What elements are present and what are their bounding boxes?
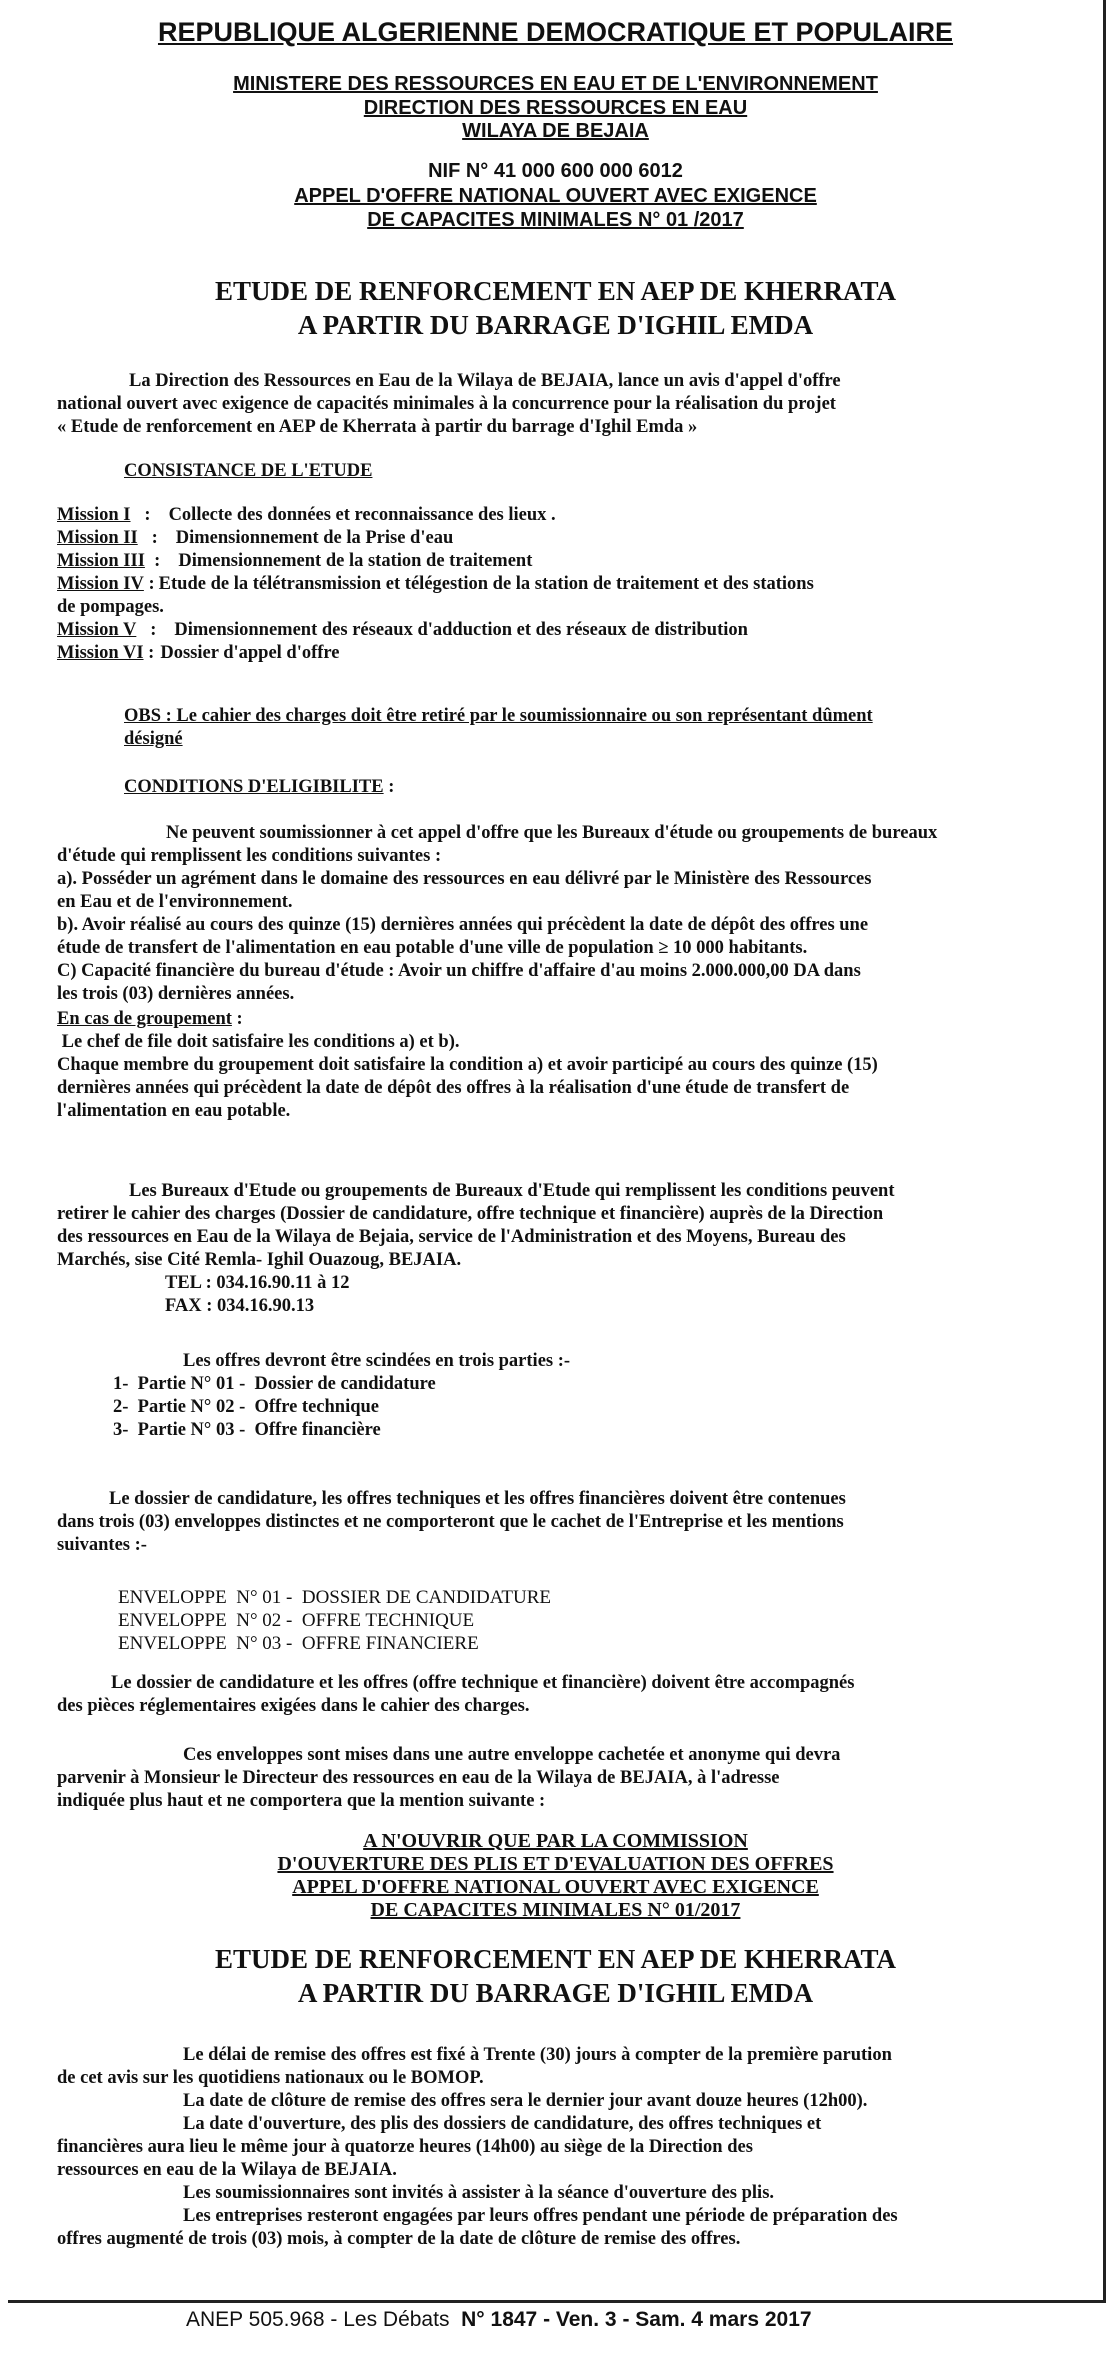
enveloppe-item: ENVELOPPE N° 01 - DOSSIER DE CANDIDATURE xyxy=(118,1587,551,1608)
mission-text: Dimensionnement des réseaux d'adduction et des réseaux de distribution xyxy=(174,620,748,640)
eligibilite-heading: CONDITIONS D'ELIGIBILITE xyxy=(124,777,384,797)
mission-label: Mission III xyxy=(57,551,145,571)
condition-line: Ne peuvent soumissionner à cet appel d'offre que les Bureaux d'étude ou groupements de bureaux xyxy=(166,823,938,843)
missions-list xyxy=(57,504,1067,665)
nif-number: NIF N° 41 000 600 000 6012 xyxy=(428,160,683,182)
intro-line: La Direction des Ressources en Eau de la Wilaya de BEJAIA, lance un avis d'appel d'offre xyxy=(129,371,841,391)
footer-issue: N° 1847 - Ven. 3 - Sam. 4 mars 2017 xyxy=(461,2308,812,2331)
groupement-line: l'alimentation en eau potable. xyxy=(57,1101,291,1121)
condition-line: a). Posséder un agrément dans le domaine des ressources en eau délivré par le Ministère des Ressources xyxy=(57,869,872,889)
mission-sep: : xyxy=(143,643,155,663)
delai-line: offres augmenté de trois (03) mois, à compter de la date de clôture de remise des offres. xyxy=(57,2229,741,2249)
pieces-line: des pièces réglementaires exigées dans le cahier des charges. xyxy=(57,1696,530,1716)
project-title2-line1: ETUDE DE RENFORCEMENT EN AEP DE KHERRATA xyxy=(214,1944,897,1974)
mission-label: Mission I xyxy=(57,505,131,525)
consistance-heading: CONSISTANCE DE L'ETUDE xyxy=(124,461,373,481)
obs-line: OBS : Le cahier des charges doit être retiré par le soumissionnaire ou son représentant dûment xyxy=(124,706,873,726)
direction-heading: DIRECTION DES RESSOURCES EN EAU xyxy=(363,97,748,119)
footer-credit xyxy=(186,2308,812,2332)
pieces-line: Le dossier de candidature et les offres (offre technique et financière) doivent être accompagnés xyxy=(111,1673,855,1693)
footer-source: ANEP 505.968 - Les Débats xyxy=(186,2308,462,2331)
mission-label: Mission II xyxy=(57,528,138,548)
pieces-paragraph xyxy=(57,1672,1067,1718)
mission-sep: : xyxy=(137,528,158,548)
fax-number: FAX : 034.16.90.13 xyxy=(165,1296,315,1316)
mission-sep: : xyxy=(130,505,151,525)
mission-item xyxy=(57,550,1067,573)
groupement-line: Chaque membre du groupement doit satisfaire la condition a) et avoir participé au cours des quinze (15) xyxy=(57,1055,878,1075)
project-title-line1: ETUDE DE RENFORCEMENT EN AEP DE KHERRATA xyxy=(214,276,897,306)
mention-line: A N'OUVRIR QUE PAR LA COMMISSION xyxy=(363,1830,748,1852)
mission-text: Dossier d'appel d'offre xyxy=(160,643,340,663)
mention-block xyxy=(0,1830,1111,1922)
partie-item: 1- Partie N° 01 - Dossier de candidature xyxy=(113,1374,436,1394)
mission-text: de pompages. xyxy=(57,597,164,617)
mission-label: Mission IV xyxy=(57,574,144,594)
appel-offre-line1: APPEL D'OFFRE NATIONAL OUVERT AVEC EXIGENCE xyxy=(294,185,817,207)
eligibilite-heading-row xyxy=(124,776,394,799)
mission-sep: : xyxy=(144,551,161,571)
enveloppe-item: ENVELOPPE N° 02 - OFFRE TECHNIQUE xyxy=(118,1610,475,1631)
groupement-suffix: : xyxy=(231,1009,243,1029)
dossier-line: Le dossier de candidature, les offres techniques et les offres financières doivent être contenues xyxy=(109,1489,846,1509)
mission-item xyxy=(57,619,1067,642)
delai-line: de cet avis sur les quotidiens nationaux ou le BOMOP. xyxy=(57,2068,484,2088)
delai-line: La date d'ouverture, des plis des dossiers de candidature, des offres techniques et xyxy=(183,2114,822,2134)
mission-text: Dimensionnement de la Prise d'eau xyxy=(175,528,454,548)
mission-item xyxy=(57,504,1067,527)
delai-line: Les entreprises resteront engagées par leurs offres pendant une période de préparation des xyxy=(183,2206,898,2226)
mission-item xyxy=(57,573,1067,596)
mission-text: Dimensionnement de la station de traitement xyxy=(178,551,533,571)
groupement-line: dernières années qui précèdent la date de dépôt des offres à la réalisation d'une étude de transfert de xyxy=(57,1078,850,1098)
mission-sep: : xyxy=(143,574,155,594)
partie-item: 3- Partie N° 03 - Offre financière xyxy=(113,1420,381,1440)
intro-line: « Etude de renforcement en AEP de Kherrata à partir du barrage d'Ighil Emda » xyxy=(57,417,698,437)
mission-item xyxy=(57,642,1067,665)
mention-line: DE CAPACITES MINIMALES N° 01/2017 xyxy=(370,1899,741,1921)
appel-offre-line2: DE CAPACITES MINIMALES N° 01 /2017 xyxy=(367,209,744,231)
partie-item: 2- Partie N° 02 - Offre technique xyxy=(113,1397,379,1417)
ministry-heading: MINISTERE DES RESSOURCES EN EAU ET DE L'ENVIRONNEMENT xyxy=(233,73,878,95)
mise-line: parvenir à Monsieur le Directeur des ressources en eau de la Wilaya de BEJAIA, à l'adresse xyxy=(57,1768,780,1788)
obs-line: désigné xyxy=(124,729,183,749)
retrait-paragraph xyxy=(57,1180,1067,1318)
mission-label: Mission V xyxy=(57,620,137,640)
groupement-heading: En cas de groupement xyxy=(57,1009,232,1029)
mise-line: Ces enveloppes sont mises dans une autre enveloppe cachetée et anonyme qui devra xyxy=(183,1745,841,1765)
delai-line: ressources en eau de la Wilaya de BEJAIA. xyxy=(57,2160,397,2180)
condition-line: les trois (03) dernières années. xyxy=(57,984,295,1004)
intro-line: national ouvert avec exigence de capacités minimales à la concurrence pour la réalisation du projet xyxy=(57,394,836,414)
delai-line: Les soumissionnaires sont invités à assister à la séance d'ouverture des plis. xyxy=(183,2183,775,2203)
mission-text: Collecte des données et reconnaissance des lieux . xyxy=(168,505,556,525)
parties-block xyxy=(57,1350,1067,1442)
delai-line: Le délai de remise des offres est fixé à Trente (30) jours à compter de la première parution xyxy=(183,2045,892,2065)
tel-number: TEL : 034.16.90.11 à 12 xyxy=(165,1273,350,1293)
groupement-line: Le chef de file doit satisfaire les conditions a) et b). xyxy=(57,1032,460,1052)
condition-line: étude de transfert de l'alimentation en eau potable d'une ville de population ≥ 10 000 habitants. xyxy=(57,938,808,958)
eligibilite-conditions xyxy=(57,822,1067,1123)
project-title-line2: A PARTIR DU BARRAGE D'IGHIL EMDA xyxy=(297,310,814,340)
delai-line: La date de clôture de remise des offres sera le dernier jour avant douze heures (12h00). xyxy=(183,2091,868,2111)
obs-note xyxy=(124,705,1067,751)
condition-line: en Eau et de l'environnement. xyxy=(57,892,293,912)
parties-intro: Les offres devront être scindées en trois parties :- xyxy=(183,1351,571,1371)
mention-line: APPEL D'OFFRE NATIONAL OUVERT AVEC EXIGENCE xyxy=(292,1876,819,1898)
mission-sep: : xyxy=(136,620,157,640)
retrait-line: Marchés, sise Cité Remla- Ighil Ouazoug, BEJAIA. xyxy=(57,1250,462,1270)
mise-paragraph xyxy=(57,1744,1067,1813)
condition-line: C) Capacité financière du bureau d'étude : Avoir un chiffre d'affaire d'au moins 2.000.000,00 DA dans xyxy=(57,961,861,981)
condition-line: b). Avoir réalisé au cours des quinze (15) dernières années qui précèdent la date de dépôt des offres une xyxy=(57,915,869,935)
retrait-line: des ressources en Eau de la Wilaya de Bejaia, service de l'Administration et des Moyens, Bureau des xyxy=(57,1227,846,1247)
dossier-line: dans trois (03) enveloppes distinctes et ne comporteront que le cachet de l'Entreprise et les mentions xyxy=(57,1512,844,1532)
dossier-line: suivantes :- xyxy=(57,1535,147,1555)
mission-label: Mission VI xyxy=(57,643,144,663)
retrait-line: Les Bureaux d'Etude ou groupements de Bureaux d'Etude qui remplissent les conditions peuvent xyxy=(129,1181,895,1201)
project-title2-line2: A PARTIR DU BARRAGE D'IGHIL EMDA xyxy=(297,1978,814,2008)
mission-item xyxy=(57,596,1067,619)
eligibilite-heading-suffix: : xyxy=(383,777,395,797)
intro-paragraph xyxy=(57,370,1067,439)
wilaya-heading: WILAYA DE BEJAIA xyxy=(462,120,649,142)
delai-line: financières aura lieu le même jour à quatorze heures (14h00) au siège de la Direction des xyxy=(57,2137,753,2157)
enveloppes-list xyxy=(118,1586,551,1655)
delai-paragraph xyxy=(57,2044,1067,2251)
mission-text: Etude de la télétransmission et télégestion de la station de traitement et des stations xyxy=(158,574,814,594)
mention-line: D'OUVERTURE DES PLIS ET D'EVALUATION DES OFFRES xyxy=(277,1853,834,1875)
retrait-line: retirer le cahier des charges (Dossier de candidature, offre technique et financière) auprès de la Direction xyxy=(57,1204,884,1224)
republic-heading: REPUBLIQUE ALGERIENNE DEMOCRATIQUE ET POPULAIRE xyxy=(157,17,954,47)
dossier-paragraph xyxy=(57,1488,1067,1557)
mise-line: indiquée plus haut et ne comportera que la mention suivante : xyxy=(57,1791,546,1811)
enveloppe-item: ENVELOPPE N° 03 - OFFRE FINANCIERE xyxy=(118,1633,479,1654)
mission-item xyxy=(57,527,1067,550)
condition-line: d'étude qui remplissent les conditions suivantes : xyxy=(57,846,442,866)
